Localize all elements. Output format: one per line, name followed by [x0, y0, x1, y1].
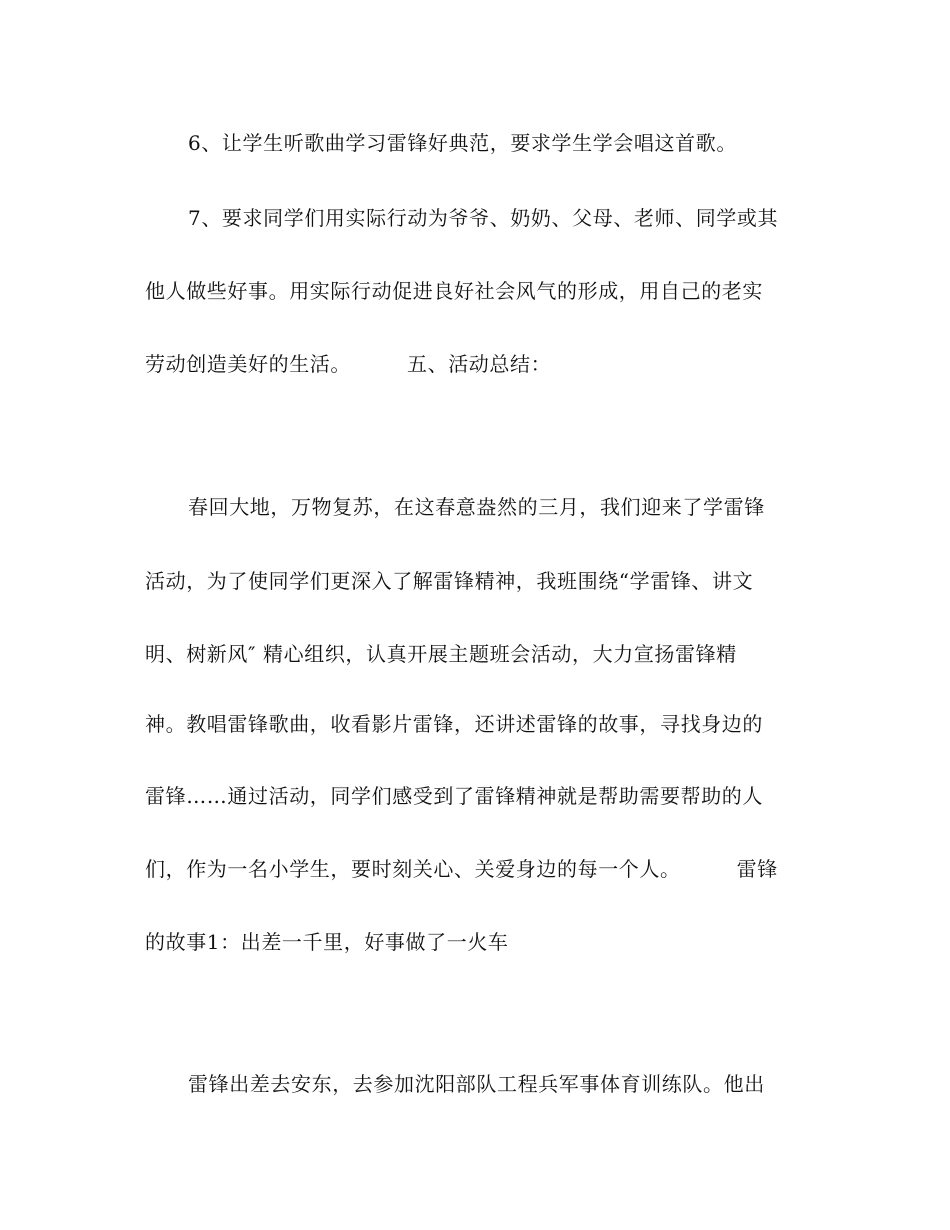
text-line-9: 雷锋……通过活动，同学们感受到了雷锋精神就是帮助需要帮助的人	[145, 784, 763, 808]
text-line-8: 神。教唱雷锋歌曲，收看影片雷锋，还讲述雷锋的故事，寻找身边的	[145, 712, 763, 736]
text-line-10-part-2: 雷锋	[736, 857, 778, 881]
text-line-7: 明、树新风″ 精心组织，认真开展主题班会活动，大力宣扬雷锋精	[145, 642, 737, 666]
section-heading: 五、活动总结：	[407, 352, 552, 376]
text-line-2: 7、要求同学们用实际行动为爷爷、奶奶、父母、老师、同学或其	[188, 206, 779, 230]
text-line-3: 他人做些好事。用实际行动促进良好社会风气的形成，用自己的老实	[145, 279, 763, 303]
story-title-line: 的故事1：出差一千里，好事做了一火车	[145, 930, 509, 954]
text-line-6: 活动，为了使同学们更深入了解雷锋精神，我班围绕“学雷锋、讲文	[145, 569, 754, 593]
text-line-4-part-1: 劳动创造美好的生活。	[145, 352, 351, 376]
text-line-10	[145, 857, 778, 881]
text-line-11: 雷锋出差去安东，去参加沈阳部队工程兵军事体育训练队。他出	[188, 1072, 765, 1096]
text-line-5: 春回大地，万物复苏，在这春意盎然的三月，我们迎来了学雷锋	[188, 495, 765, 519]
text-line-1: 6、让学生听歌曲学习雷锋好典范，要求学生学会唱这首歌。	[188, 131, 737, 155]
text-line-10-part-1: 们，作为一名小学生，要时刻关心、关爱身边的每一个人。	[145, 857, 681, 881]
text-line-4	[145, 352, 551, 376]
